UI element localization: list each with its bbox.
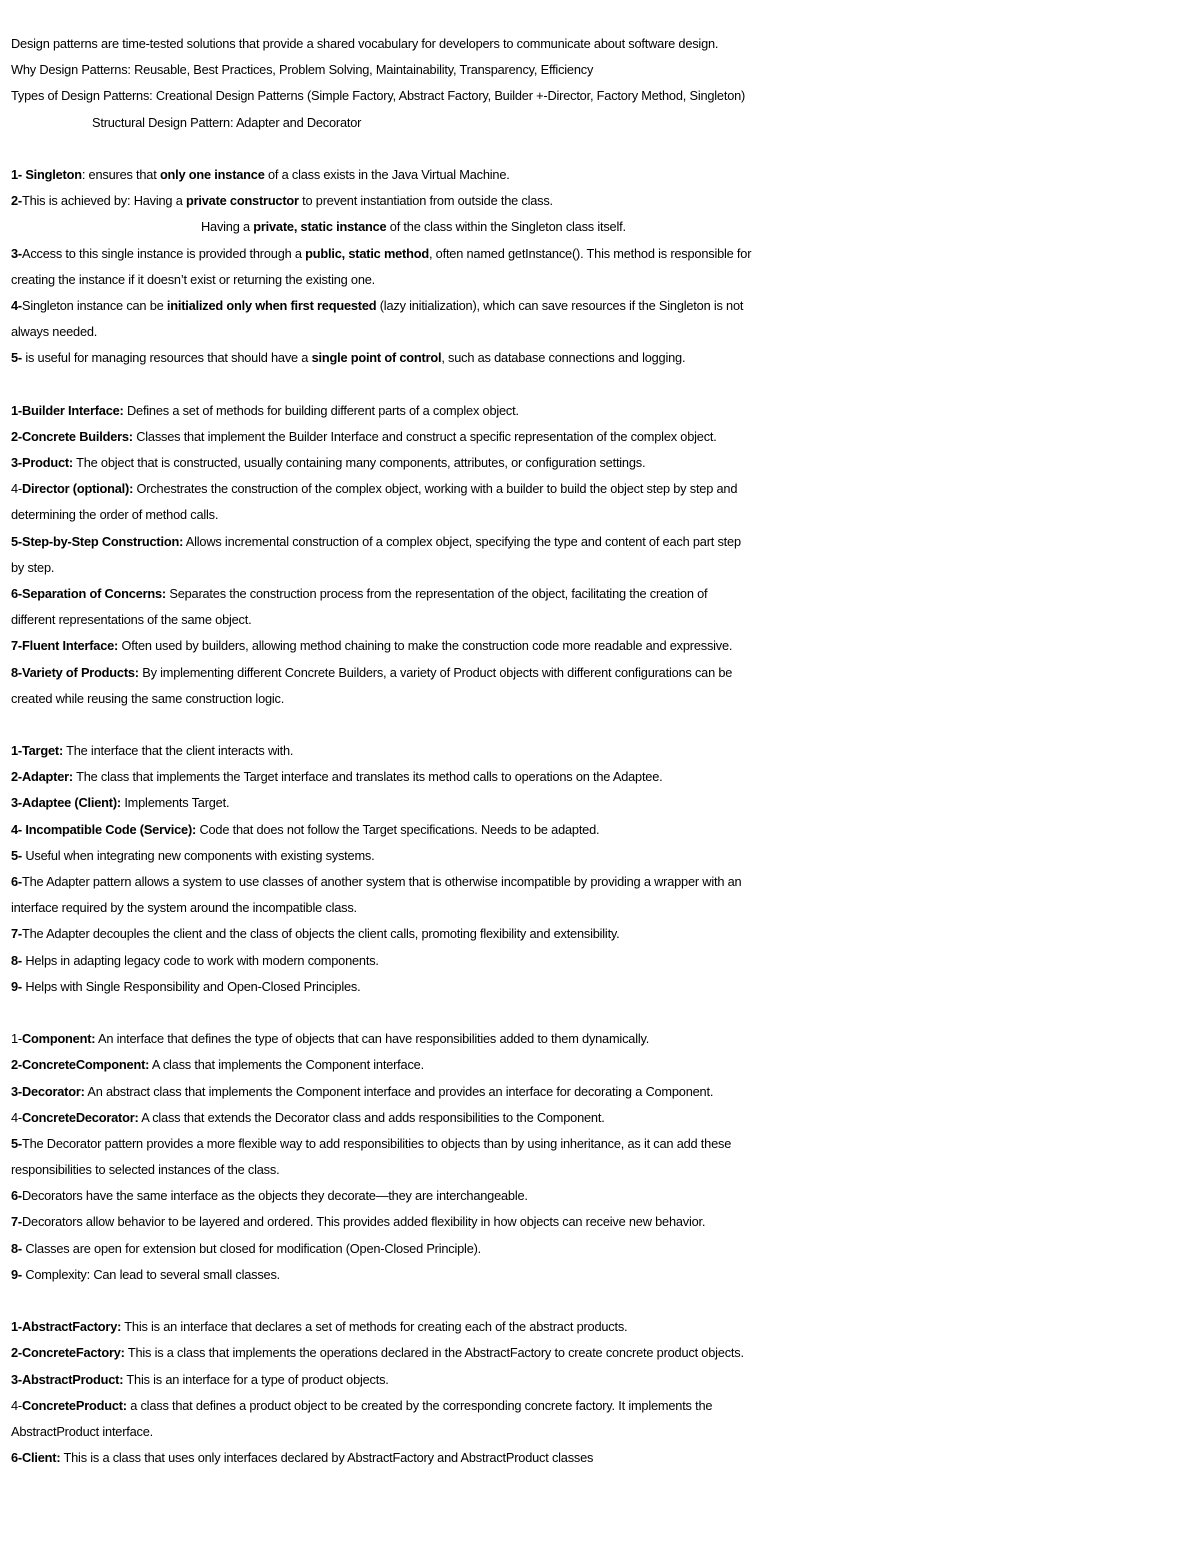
builder-item: [11, 398, 1193, 424]
adapter-item: [11, 817, 1193, 843]
decorator-item: [11, 1209, 1193, 1235]
item-term: 1-AbstractFactory:: [11, 1319, 122, 1335]
factory-item: [11, 1367, 1193, 1393]
item-text: A class that extends the Decorator class and adds responsibilities to the Component.: [138, 1109, 605, 1125]
item-text: Classes that implement the Builder Interface and construct a specific representation of the complex object.: [132, 428, 717, 444]
item-term: 1-Builder Interface:: [11, 402, 124, 418]
item-number: 9-: [11, 1266, 22, 1282]
item-number: 4-: [11, 297, 22, 313]
item-text: An abstract class that implements the Component interface and provides an interface for decorating a Component.: [84, 1083, 714, 1099]
item-text: Singleton instance can be: [21, 297, 167, 313]
item-number: 6-: [11, 1188, 22, 1204]
adapter-item: [11, 869, 1193, 895]
item-text: : ensures that: [81, 166, 160, 182]
factory-item: [11, 1393, 1193, 1419]
item-text: The interface that the client interacts with.: [63, 743, 294, 759]
item-text: The object that is constructed, usually containing many components, attributes, or configuration settings.: [73, 455, 646, 470]
item-emphasis: initialized only when first requested: [166, 297, 377, 313]
decorator-item: [11, 1131, 1193, 1157]
item-text: Separates the construction process from the representation of the object, facilitating the creation of: [166, 585, 708, 601]
blank-line: [11, 1000, 1193, 1026]
item-text: This is an interface for a type of product objects.: [123, 1371, 389, 1387]
item-text: to prevent instantiation from outside the class.: [298, 193, 553, 209]
item-text: of the class within the Singleton class itself.: [386, 219, 626, 235]
item-number: 4-: [11, 821, 26, 837]
item-text: The Adapter pattern allows a system to use classes of another system that is otherwise incompatible by providing a wrapper with an: [21, 874, 742, 889]
item-number: 1-: [11, 1031, 22, 1047]
item-term: Singleton: [25, 166, 82, 182]
adapter-item: [11, 921, 1193, 947]
item-text: is useful for managing resources that should have a: [21, 350, 312, 366]
item-term: 2-Adapter:: [11, 769, 73, 785]
singleton-item-continuation: creating the instance if it doesn’t exist or returning the existing one.: [11, 271, 376, 287]
decorator-item: [11, 1105, 1193, 1131]
decorator-item-continuation: responsibilities to selected instances of the class.: [11, 1162, 280, 1178]
item-text: Useful when integrating new components with existing systems.: [21, 847, 375, 863]
builder-item: [11, 529, 1193, 555]
item-number: 8-: [11, 1240, 22, 1256]
blank-line: [11, 712, 1193, 738]
singleton-item: [11, 345, 1193, 371]
item-text: Complexity: Can lead to several small classes.: [21, 1266, 281, 1282]
item-text: This is an interface that declares a set of methods for creating each of the abstract products.: [121, 1319, 628, 1335]
item-term: 3-AbstractProduct:: [11, 1371, 124, 1387]
decorator-item: [11, 1052, 1193, 1078]
item-text: A class that implements the Component interface.: [149, 1057, 424, 1073]
adapter-item: [11, 974, 1193, 1000]
item-number: 9-: [11, 978, 22, 994]
adapter-item: [11, 790, 1193, 816]
item-number: 5-: [11, 350, 22, 366]
item-term: 3-Product:: [11, 455, 73, 470]
builder-item: [11, 660, 1193, 686]
item-text: Decorators allow behavior to be layered and ordered. This provides added flexibility in how objects can receive new behavior.: [21, 1214, 706, 1230]
item-text: Often used by builders, allowing method chaining to make the construction code more readable and expressive.: [118, 638, 733, 654]
item-number: 4-: [11, 481, 22, 497]
builder-item-continuation: determining the order of method calls.: [11, 507, 219, 523]
decorator-item: [11, 1079, 1193, 1105]
item-emphasis: private, static instance: [253, 219, 387, 235]
item-number: 4-: [11, 1397, 22, 1413]
adapter-item: [11, 843, 1193, 869]
item-term: 1-Target:: [11, 743, 63, 759]
builder-item: [11, 633, 1193, 659]
blank-line: [11, 371, 1193, 397]
intro-line: Why Design Patterns: Reusable, Best Practices, Problem Solving, Maintainability, Transparency, Efficiency: [11, 62, 594, 78]
adapter-item: [11, 738, 1193, 764]
builder-item: [11, 581, 1193, 607]
builder-item: [11, 476, 1193, 502]
intro-line: Design patterns are time-tested solutions that provide a shared vocabulary for developers to communicate about software design.: [11, 36, 719, 51]
item-number: 5-: [11, 847, 22, 863]
factory-item: [11, 1340, 1193, 1366]
item-text: An interface that defines the type of objects that can have responsibilities added to them dynamically.: [95, 1031, 650, 1047]
item-term: 7-Fluent Interface:: [11, 638, 119, 654]
item-term: 5-Step-by-Step Construction:: [11, 533, 184, 549]
item-emphasis: public, static method: [305, 245, 429, 261]
item-text: Orchestrates the construction of the complex object, working with a builder to build the object step by step and: [133, 481, 738, 497]
item-emphasis: only one instance: [159, 166, 265, 182]
item-text: Helps in adapting legacy code to work with modern components.: [21, 952, 379, 968]
singleton-item-continuation: always needed.: [11, 324, 98, 340]
item-text: This is achieved by: Having a: [21, 193, 186, 209]
decorator-item: [11, 1236, 1193, 1262]
item-term: 6-Client:: [11, 1450, 61, 1466]
item-text: , such as database connections and logging.: [441, 350, 686, 366]
builder-item: [11, 424, 1193, 450]
item-term: 2-ConcreteFactory:: [11, 1345, 125, 1361]
item-term: 6-Separation of Concerns:: [11, 585, 166, 601]
factory-item: [11, 1314, 1193, 1340]
item-text: The class that implements the Target interface and translates its method calls to operations on the Adaptee.: [73, 769, 663, 785]
item-text: Helps with Single Responsibility and Open-Closed Principles.: [21, 978, 361, 994]
singleton-item: [11, 188, 1193, 214]
builder-item-continuation: created while reusing the same construction logic.: [11, 690, 285, 706]
item-text: The Decorator pattern provides a more flexible way to add responsibilities to objects than by using inheritance, as it can add these: [21, 1135, 732, 1151]
item-emphasis: private constructor: [185, 193, 299, 209]
item-number: 7-: [11, 1214, 22, 1230]
adapter-item: [11, 948, 1193, 974]
item-term: Component:: [21, 1031, 96, 1047]
item-number: 4-: [11, 1109, 22, 1125]
item-term: 2-ConcreteComponent:: [11, 1057, 150, 1073]
item-text: This is a class that implements the operations declared in the AbstractFactory to create concrete product objects.: [124, 1345, 744, 1361]
item-text: Implements Target.: [120, 795, 230, 811]
item-number: 5-: [11, 1135, 22, 1151]
item-number: 2-: [11, 193, 22, 209]
intro-line: Structural Design Pattern: Adapter and Decorator: [92, 114, 362, 130]
item-number: 1-: [11, 166, 26, 182]
builder-item: [11, 450, 1193, 476]
item-text: Access to this single instance is provided through a: [21, 245, 306, 261]
item-text: By implementing different Concrete Builders, a variety of Product objects with different configurations can be: [138, 664, 733, 680]
item-term: 3-Decorator:: [11, 1083, 85, 1099]
item-text: a class that defines a product object to be created by the corresponding concrete factory. It implements the: [126, 1397, 713, 1413]
item-text: (lazy initialization), which can save resources if the Singleton is not: [376, 297, 744, 313]
singleton-item: [11, 293, 1193, 319]
item-number: 6-: [11, 874, 22, 889]
item-term: 8-Variety of Products:: [11, 664, 139, 680]
item-number: 7-: [11, 926, 22, 942]
item-text: Allows incremental construction of a complex object, specifying the type and content of each part step: [183, 533, 741, 549]
item-text: Decorators have the same interface as the objects they decorate—they are interchangeable.: [21, 1188, 528, 1204]
item-term: Director (optional):: [21, 481, 134, 497]
item-text: Defines a set of methods for building different parts of a complex object.: [123, 402, 519, 418]
document-page: [11, 31, 1193, 1471]
item-term: ConcreteDecorator:: [21, 1109, 139, 1125]
builder-item-continuation: by step.: [11, 559, 55, 575]
singleton-item: [11, 162, 1193, 188]
item-text: The Adapter decouples the client and the class of objects the client calls, promoting flexibility and extensibility.: [21, 926, 620, 942]
item-number: 3-: [11, 245, 22, 261]
decorator-item: [11, 1026, 1193, 1052]
decorator-item: [11, 1183, 1193, 1209]
decorator-item: [11, 1262, 1193, 1288]
intro-line: Types of Design Patterns: Creational Design Patterns (Simple Factory, Abstract Factory, Builder +-Director, Factory Method, Singleton): [11, 88, 746, 104]
item-number: 8-: [11, 952, 22, 968]
item-text: , often named getInstance(). This method is responsible for: [428, 245, 752, 261]
item-text: Classes are open for extension but closed for modification (Open-Closed Principle).: [21, 1240, 482, 1256]
item-text: This is a class that uses only interfaces declared by AbstractFactory and AbstractProduct classes: [60, 1450, 594, 1466]
item-term: 2-Concrete Builders:: [11, 428, 133, 444]
item-term: Incompatible Code (Service):: [25, 821, 197, 837]
item-term: ConcreteProduct:: [21, 1397, 127, 1413]
factory-item: [11, 1445, 1193, 1471]
factory-item-continuation: AbstractProduct interface.: [11, 1423, 154, 1439]
item-text: Having a: [201, 219, 254, 235]
adapter-item-continuation: interface required by the system around the incompatible class.: [11, 900, 357, 916]
blank-line: [11, 136, 1193, 162]
item-text: Code that does not follow the Target specifications. Needs to be adapted.: [196, 821, 600, 837]
builder-item-continuation: different representations of the same object.: [11, 612, 252, 628]
blank-line: [11, 1288, 1193, 1314]
singleton-item-continuation: [11, 214, 1193, 240]
item-text: of a class exists in the Java Virtual Machine.: [264, 166, 510, 182]
adapter-item: [11, 764, 1193, 790]
item-emphasis: single point of control: [311, 350, 442, 366]
item-term: 3-Adaptee (Client):: [11, 795, 121, 811]
singleton-item: [11, 241, 1193, 267]
